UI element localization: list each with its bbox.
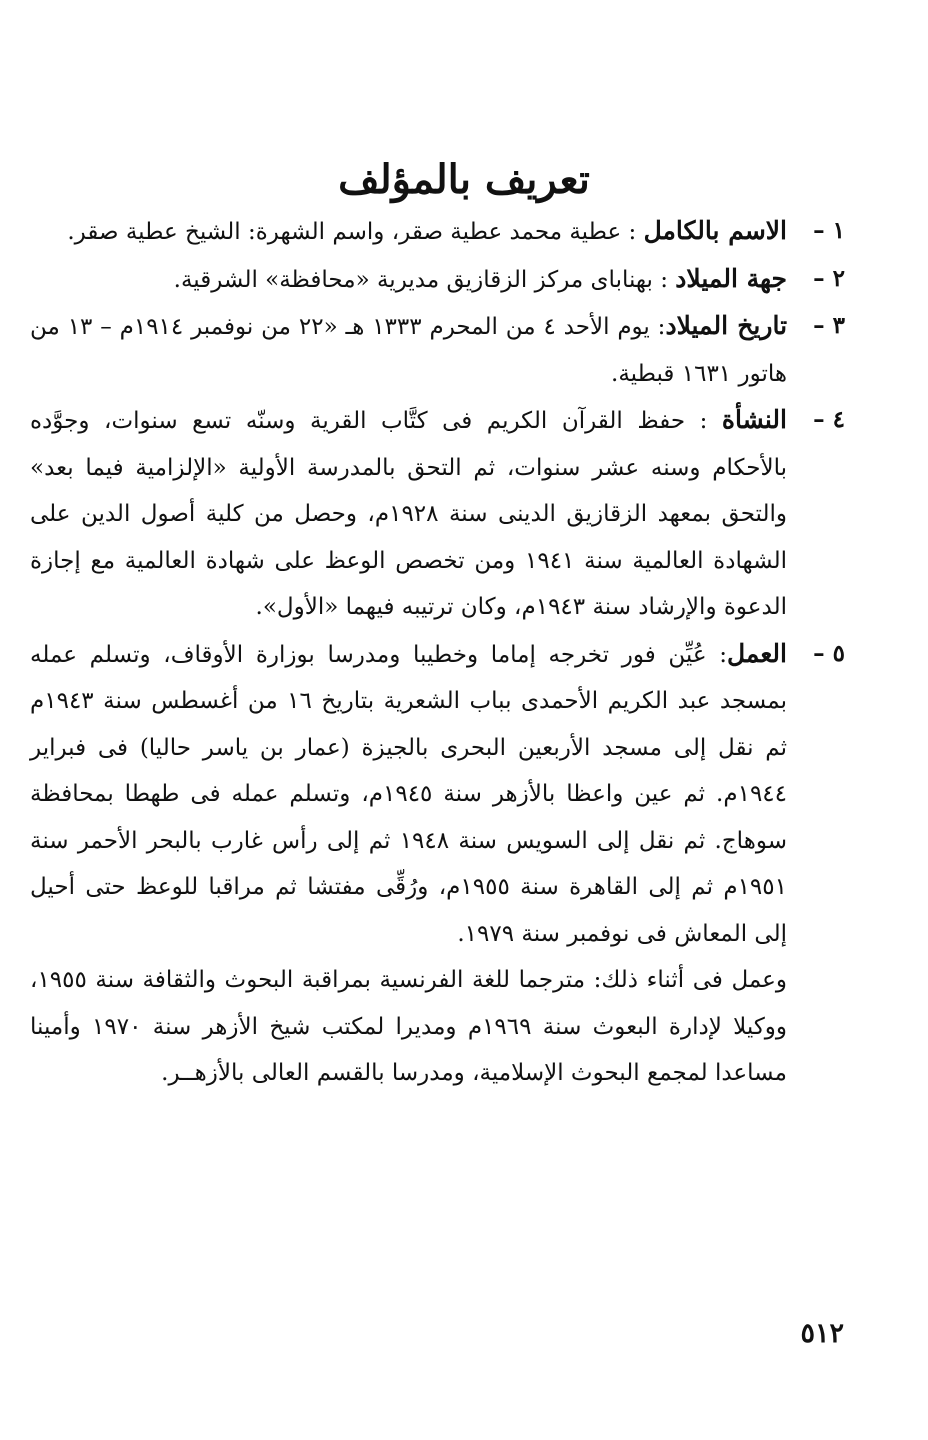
closing-paragraph: وعمل فى أثناء ذلك: مترجما للغة الفرنسية بمراقبة البحوث والثقافة سنة ١٩٥٥، ووكيلا لإدارة البعوث سنة ١٩٦٩م ومديرا لمكتب شيخ الأزهر سنة ١٩٧٠ وأمينا مساعدا لمجمع البحوث الإسلامية، ومدرسا بالقسم العالى بالأزهــر. [30,967,787,1086]
item-number: ٢ – [813,264,845,292]
item-text: : حفظ القرآن الكريم فى كتَّاب القرية وسنّه تسع سنوات، وجوَّده بالأحكام وسنه عشر سنوات، ثم التحق بالمدرسة الأولية «الإلزامية فيما بعد» والتحق بمعهد الزقازيق الدينى سنة ١٩٢٨م، وحصل من كلية أصول الدين على الشهادة العالمية سنة ١٩٤١ ومن تخصص الوعظ على شهادة العالمية مع إجازة الدعوة والإرشاد سنة ١٩٤٣م، وكان ترتيبه فيهما «الأول». [30,408,787,620]
item-label: جهة الميلاد [675,263,787,293]
item-label: الاسم بالكامل [643,216,787,245]
page-title: تعريف بالمؤلف [338,156,590,203]
bio-item-career [30,631,845,958]
bio-item-birthplace [30,256,845,304]
item-text: : عُيِّن فور تخرجه إماما وخطيبا ومدرسا بوزارة الأوقاف، وتسلم عمله بمسجد عبد الكريم الأحمدى بباب الشعرية بتاريخ ١٦ من أغسطس سنة ١٩٤٣م ثم نقل إلى مسجد الأربعين البحرى بالجيزة (عمار بن ياسر حاليا) فى فبراير ١٩٤٤م. ثم عين واعظا بالأزهر سنة ١٩٤٥م، وتسلم عمله فى طهطا بمحافظة سوهاج. ثم نقل إلى السويس سنة ١٩٤٨ ثم إلى رأس غارب بالبحر الأحمر سنة ١٩٥١م ثم إلى القاهرة سنة ١٩٥٥م، ورُقِّى مفتشا ثم مراقبا للوعظ حتى أحيل إلى المعاش فى نوفمبر سنة ١٩٧٩. [30,641,788,947]
item-label: تاريخ الميلاد [665,311,788,340]
author-biography [30,208,845,1097]
item-text: : يوم الأحد ٤ من المحرم ١٣٣٣ هـ «٢٢ من نوفمبر ١٩١٤م – ١٣ من هاتور ١٦٣١ قبطية. [30,314,787,387]
item-number: ٥ – [813,639,845,667]
item-number: ٤ – [813,406,845,433]
bio-item-full-name [30,208,845,256]
item-text: : بهناباى مركز الزقازيق مديرية «محافظة» الشرقية. [173,266,676,293]
page-number: ٥١٢ [800,1318,844,1349]
item-label: العمل [726,638,787,668]
item-number: ٣ – [813,312,845,339]
item-label: النشأة [721,405,787,434]
bio-item-upbringing [30,397,845,631]
bio-item-birthdate [30,303,845,397]
item-text: : عطية محمد عطية صقر، واسم الشهرة: الشيخ عطية صقر. [67,219,644,245]
item-number: ١ – [813,217,845,244]
